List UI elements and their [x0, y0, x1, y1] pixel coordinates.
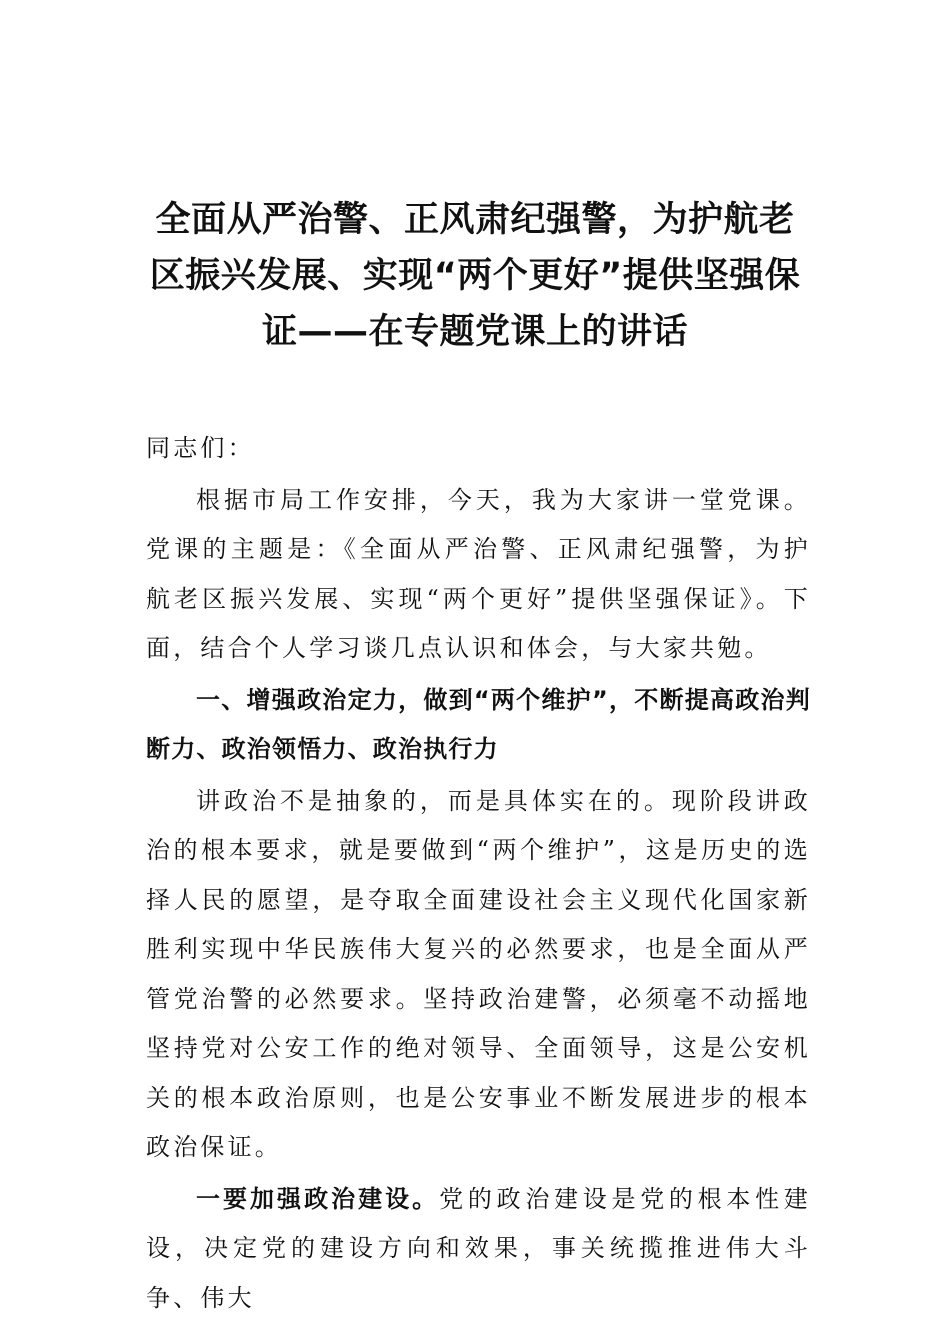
point-1-lead: 一要加强政治建设。: [196, 1184, 440, 1213]
intro-paragraph: 根据市局工作安排，今天，我为大家讲一堂党课。党课的主题是：《全面从严治警、正风肃纪强警，为护航老区振兴发展、实现“两个更好”提供坚强保证》。下面，结合个人学习谈几点认识和体会，与大家共勉。: [146, 485, 811, 662]
salutation: 同志们：: [146, 434, 255, 462]
document-body: [146, 424, 811, 1323]
point-1-paragraph: [146, 1175, 811, 1324]
section-heading-1: 一、增强政治定力，做到“两个维护”，不断提高政治判断力、政治领悟力、政治执行力: [146, 685, 811, 763]
point-1-text: 党的政治建设是党的根本性建设，决定党的建设方向和效果，事关统揽推进伟大斗争、伟大: [146, 1184, 811, 1312]
document-title: 全面从严治警、正风肃纪强警，为护航老区振兴发展、实现“两个更好”提供坚强保证——在专题党课上的讲话: [149, 200, 801, 352]
section-1-paragraph: 讲政治不是抽象的，而是具体实在的。现阶段讲政治的根本要求，就是要做到“两个维护”，这是历史的选择人民的愿望，是夺取全面建设社会主义现代化国家新胜利实现中华民族伟大复兴的必然要求，也是全面从严管党治警的必然要求。坚持政治建警，必须毫不动摇地坚持党对公安工作的绝对领导、全面领导，这是公安机关的根本政治原则，也是公安事业不断发展进步的根本政治保证。: [146, 786, 811, 1161]
